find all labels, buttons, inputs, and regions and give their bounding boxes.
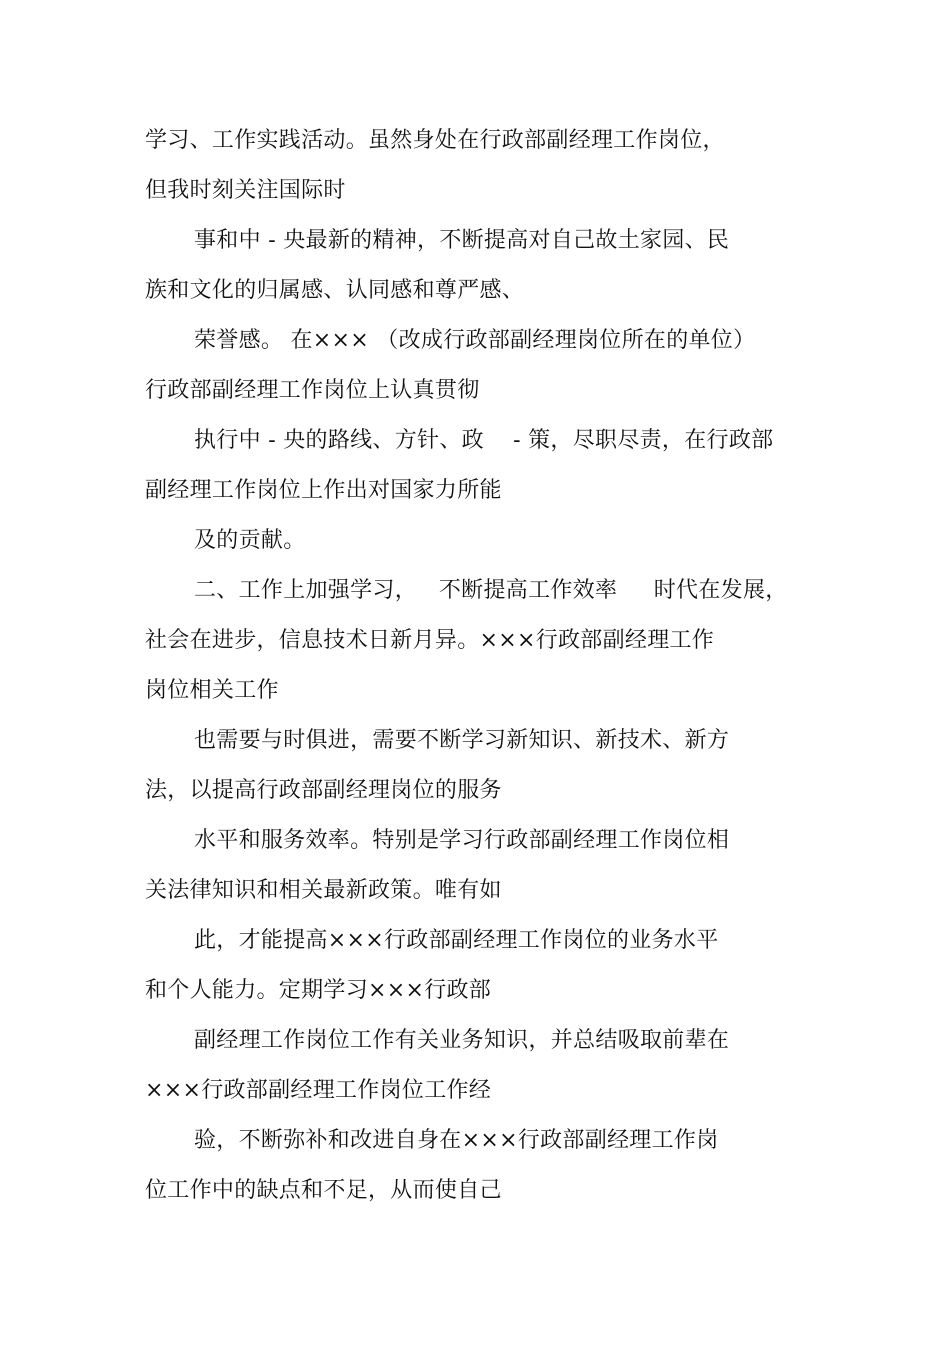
text-line: 行政部副经理工作岗位上认真贯彻 [145, 378, 480, 403]
document-body [0, 116, 950, 1216]
text-line: 和个人能力。定期学习×××行政部 [145, 978, 492, 1003]
text-line: 执行中 - 央的路线、方针、政 - 策，尽职尽责，在行政部 [194, 428, 774, 453]
text-line: 关法律知识和相关最新政策。唯有如 [145, 878, 502, 903]
text-line: 也需要与时俱进，需要不断学习新知识、新技术、新方 [194, 728, 730, 753]
text-line: 但我时刻关注国际时 [145, 178, 346, 203]
text-line: 法，以提高行政部副经理岗位的服务 [145, 778, 502, 803]
text-line: 及的贡献。 [194, 528, 306, 553]
text-line: 荣誉感。 在××× （改成行政部副经理岗位所在的单位） [194, 328, 756, 353]
text-line: 岗位相关工作 [145, 678, 279, 703]
text-line: 此，才能提高×××行政部副经理工作岗位的业务水平 [194, 928, 719, 953]
text-line: 水平和服务效率。特别是学习行政部副经理工作岗位相 [194, 828, 730, 853]
text-line: 副经理工作岗位上作出对国家力所能 [145, 478, 502, 503]
text-line: ×××行政部副经理工作岗位工作经 [145, 1078, 492, 1103]
text-line: 族和文化的归属感、认同感和尊严感、 [145, 278, 525, 303]
text-line: 二、工作上加强学习， 不断提高工作效率 时代在发展， [194, 578, 788, 603]
text-line: 学习、工作实践活动。虽然身处在行政部副经理工作岗位， [145, 128, 725, 153]
text-line: 副经理工作岗位工作有关业务知识，并总结吸取前辈在 [194, 1028, 730, 1053]
text-line: 位工作中的缺点和不足，从而使自己 [145, 1178, 502, 1203]
text-line: 事和中 - 央最新的精神，不断提高对自己故土家园、民 [194, 228, 730, 253]
text-line: 社会在进步，信息技术日新月异。×××行政部副经理工作 [145, 628, 715, 653]
text-line: 验，不断弥补和改进自身在×××行政部副经理工作岗 [194, 1128, 719, 1153]
